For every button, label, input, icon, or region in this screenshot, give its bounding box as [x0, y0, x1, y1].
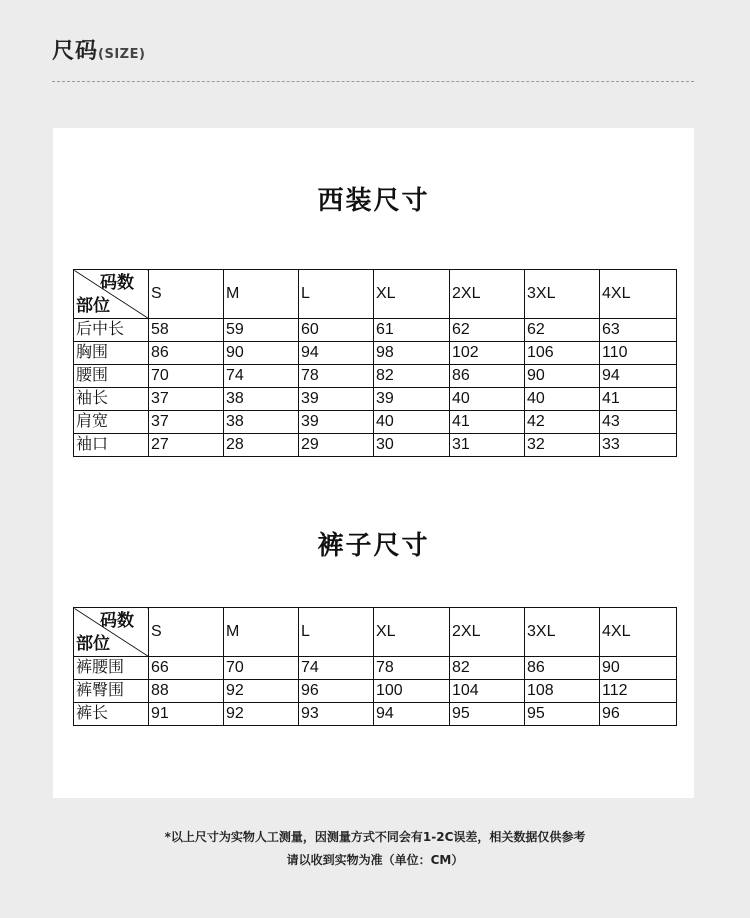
table-cell: 98	[374, 342, 450, 365]
table-cell: 90	[600, 657, 677, 680]
table-cell: 43	[600, 411, 677, 434]
row-label: 肩宽	[74, 411, 149, 434]
column-header: 3XL	[525, 608, 600, 657]
row-label: 袖口	[74, 434, 149, 457]
table-cell: 62	[525, 319, 600, 342]
row-label: 腰围	[74, 365, 149, 388]
table-cell: 70	[224, 657, 299, 680]
row-label: 裤臀围	[74, 680, 149, 703]
table-row	[74, 342, 677, 365]
table-row	[74, 411, 677, 434]
table-cell: 112	[600, 680, 677, 703]
table-cell: 40	[450, 388, 525, 411]
table-cell: 60	[299, 319, 374, 342]
table-cell: 90	[525, 365, 600, 388]
table-cell: 95	[525, 703, 600, 726]
corner-size-label: 码数	[100, 273, 134, 292]
corner-part-label: 部位	[76, 296, 110, 315]
table-cell: 32	[525, 434, 600, 457]
table-cell: 93	[299, 703, 374, 726]
table-row	[74, 703, 677, 726]
table-cell: 39	[374, 388, 450, 411]
table-cell: 30	[374, 434, 450, 457]
column-header: 2XL	[450, 270, 525, 319]
table-row	[74, 657, 677, 680]
corner-size-label: 码数	[100, 611, 134, 630]
table-cell: 63	[600, 319, 677, 342]
table-cell: 70	[149, 365, 224, 388]
column-header: 3XL	[525, 270, 600, 319]
page-title	[52, 34, 145, 65]
table-corner-cell	[74, 270, 149, 319]
table-row	[74, 319, 677, 342]
table-cell: 41	[450, 411, 525, 434]
table-header-row	[74, 270, 677, 319]
table-cell: 96	[299, 680, 374, 703]
table-cell: 37	[149, 388, 224, 411]
table-cell: 39	[299, 411, 374, 434]
column-header: 4XL	[600, 270, 677, 319]
table-cell: 27	[149, 434, 224, 457]
table-cell: 29	[299, 434, 374, 457]
table-cell: 62	[450, 319, 525, 342]
pants-size-table	[73, 607, 677, 726]
table-cell: 61	[374, 319, 450, 342]
table-cell: 78	[374, 657, 450, 680]
table-cell: 96	[600, 703, 677, 726]
table-cell: 100	[374, 680, 450, 703]
table-cell: 74	[299, 657, 374, 680]
table-cell: 66	[149, 657, 224, 680]
table-cell: 40	[525, 388, 600, 411]
size-card	[53, 128, 694, 798]
table-cell: 40	[374, 411, 450, 434]
table-cell: 82	[374, 365, 450, 388]
table-row	[74, 388, 677, 411]
table-cell: 110	[600, 342, 677, 365]
table-cell: 74	[224, 365, 299, 388]
page-title-text: 尺码	[52, 39, 99, 64]
suit-section-title: 西装尺寸	[317, 186, 430, 216]
table-cell: 38	[224, 411, 299, 434]
table-cell: 41	[600, 388, 677, 411]
column-header: S	[149, 270, 224, 319]
table-cell: 94	[299, 342, 374, 365]
column-header: M	[224, 270, 299, 319]
table-cell: 38	[224, 388, 299, 411]
table-cell: 39	[299, 388, 374, 411]
column-header: XL	[374, 270, 450, 319]
table-cell: 108	[525, 680, 600, 703]
column-header: XL	[374, 608, 450, 657]
table-cell: 42	[525, 411, 600, 434]
table-cell: 78	[299, 365, 374, 388]
row-label: 裤长	[74, 703, 149, 726]
column-header: M	[224, 608, 299, 657]
table-cell: 37	[149, 411, 224, 434]
row-label: 裤腰围	[74, 657, 149, 680]
row-label: 袖长	[74, 388, 149, 411]
table-cell: 94	[374, 703, 450, 726]
footer-note-line1: *以上尺寸为实物人工测量，因测量方式不同会有1-2C误差，相关数据仅供参考	[164, 830, 586, 844]
table-cell: 86	[450, 365, 525, 388]
footer-note-line2: 请以收到实物为准（单位：CM）	[286, 853, 464, 867]
table-cell: 88	[149, 680, 224, 703]
table-cell: 59	[224, 319, 299, 342]
table-cell: 92	[224, 703, 299, 726]
table-cell: 86	[149, 342, 224, 365]
table-row	[74, 365, 677, 388]
table-cell: 95	[450, 703, 525, 726]
table-cell: 106	[525, 342, 600, 365]
column-header: S	[149, 608, 224, 657]
row-label: 胸围	[74, 342, 149, 365]
table-cell: 82	[450, 657, 525, 680]
page-title-subtitle: (SIZE)	[98, 47, 146, 62]
table-cell: 33	[600, 434, 677, 457]
dashed-divider	[52, 81, 694, 82]
table-cell: 104	[450, 680, 525, 703]
column-header: L	[299, 608, 374, 657]
table-header-row	[74, 608, 677, 657]
column-header: 2XL	[450, 608, 525, 657]
pants-section-title: 裤子尺寸	[317, 531, 430, 561]
table-row	[74, 434, 677, 457]
corner-part-label: 部位	[76, 634, 110, 653]
table-cell: 102	[450, 342, 525, 365]
table-row	[74, 680, 677, 703]
column-header: L	[299, 270, 374, 319]
table-cell: 92	[224, 680, 299, 703]
table-cell: 28	[224, 434, 299, 457]
table-cell: 31	[450, 434, 525, 457]
table-cell: 94	[600, 365, 677, 388]
table-cell: 86	[525, 657, 600, 680]
table-cell: 90	[224, 342, 299, 365]
table-cell: 91	[149, 703, 224, 726]
table-corner-cell	[74, 608, 149, 657]
suit-size-table	[73, 269, 677, 457]
row-label: 后中长	[74, 319, 149, 342]
column-header: 4XL	[600, 608, 677, 657]
table-cell: 58	[149, 319, 224, 342]
